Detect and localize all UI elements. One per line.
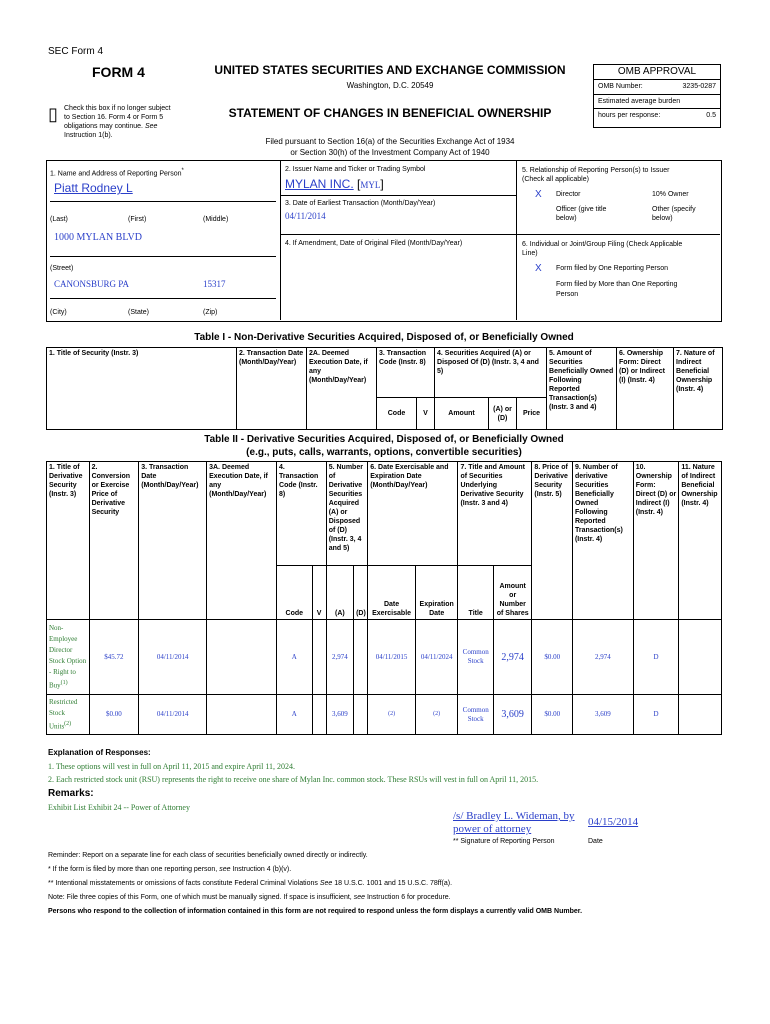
t2-header-price: 8. Price of Derivative Security (Instr. 5): [532, 462, 573, 620]
row1-v: [312, 620, 326, 695]
t1-price: Price: [517, 398, 547, 430]
footer-note-2: ** Intentional misstatements or omissions of facts constitute Federal Criminal Violations See 18 U.S.C. 1001 and 15 U.S.C. 78ff(a).: [48, 880, 453, 887]
omb-hours-value: 0.5: [706, 112, 716, 119]
t1-code: Code: [377, 398, 417, 430]
t2-header-ownership-form: 10. Ownership Form: Direct (D) or Indirect (I) (Instr. 4): [633, 462, 679, 620]
filed-pursuant-2: or Section 30(h) of the Investment Company Act of 1940: [290, 148, 490, 157]
ticker-symbol: MYL: [360, 180, 381, 190]
checkbox-icon[interactable]: ▯: [48, 104, 58, 124]
t2-header-code: 4. Transaction Code (Instr. 8): [277, 462, 327, 566]
row1-form: D: [633, 620, 679, 695]
signature-date: 04/15/2014: [588, 816, 639, 828]
remarks-text: Exhibit List Exhibit 24 -- Power of Attorney: [48, 803, 190, 812]
row2-deriv-price: $0.00: [532, 695, 573, 735]
street-value: 1000 MYLAN BLVD: [54, 232, 142, 243]
ten-percent-owner-label: 10% Owner: [652, 191, 689, 198]
t2-d: (D): [354, 566, 368, 620]
row2-security: Restricted Stock Units$^{(2)}$: [47, 695, 90, 735]
footer-omb-notice: Persons who respond to the collection of information contained in this form are not required to respond unless the form displays a currently valid OMB Number.: [48, 908, 583, 915]
t2-code: Code: [277, 566, 312, 620]
first-label: (First): [128, 216, 147, 223]
t2-a: (A): [326, 566, 353, 620]
t1-header-amount-owned: 5. Amount of Securities Beneficially Owned Following Reported Transaction(s) (Instr. 3 and 4): [547, 348, 617, 430]
t1-header-securities: 4. Securities Acquired (A) or Disposed Of (D) (Instr. 3, 4 and 5): [435, 348, 547, 398]
t2-header-nature: 11. Nature of Indirect Beneficial Ownership (Instr. 4): [679, 462, 722, 620]
row2-title: Common Stock: [458, 695, 493, 735]
city-label: (City): [50, 309, 67, 316]
filed-pursuant-1: Filed pursuant to Section 16(a) of the Securities Exchange Act of 1934: [265, 137, 515, 146]
t2-header-title: 1. Title of Derivative Security (Instr. 3): [47, 462, 90, 620]
t2-header-date: 3. Transaction Date (Month/Day/Year): [139, 462, 207, 620]
row1-security: Non-Employee Director Stock Option - Right to Buy$^{(1)}$: [47, 620, 90, 695]
signature-label: ** Signature of Reporting Person: [453, 838, 555, 845]
box2-label: 2. Issuer Name and Ticker or Trading Symbol: [285, 166, 426, 173]
checkbox-instructions: Check this box if no longer subject to Section 16. Form 4 or Form 5 obligations may continue. See Instruction 1(b).: [64, 105, 171, 139]
director-label: Director: [556, 191, 581, 198]
row1-nature: [679, 620, 722, 695]
row1-code: A: [277, 620, 312, 695]
omb-burden-label: Estimated average burden: [594, 95, 720, 109]
row1-exercisable: 04/11/2015: [368, 620, 416, 695]
box4-label: 4. If Amendment, Date of Original Filed (Month/Day/Year): [285, 240, 463, 247]
row1-deemed: [207, 620, 277, 695]
agency-address: Washington, D.C. 20549: [346, 81, 434, 90]
derivative-table: [46, 461, 722, 735]
zip-value: 15317: [203, 279, 226, 289]
omb-title: OMB APPROVAL: [594, 65, 720, 80]
one-person-checkmark[interactable]: X: [535, 263, 542, 274]
t2-header-underlying: 7. Title and Amount of Securities Underlying Derivative Security (Instr. 3 and 4): [458, 462, 532, 566]
row2-code: A: [277, 695, 312, 735]
t2-header-conversion: 2. Conversion or Exercise Price of Derivative Security: [89, 462, 139, 620]
row2-price: $0.00: [89, 695, 139, 735]
row2-nature: [679, 695, 722, 735]
other-label: Other (specify below): [652, 206, 696, 222]
reporting-person-name[interactable]: Piatt Rodney L: [54, 181, 133, 195]
explanation-note-1: 1. These options will vest in full on April 11, 2015 and expire April 11, 2024.: [48, 762, 296, 771]
omb-hours-label: hours per response:: [598, 112, 661, 119]
row2-shares: 3,609: [493, 695, 532, 735]
t2-v: V: [312, 566, 326, 620]
city-value: CANONSBURG PA: [54, 279, 129, 289]
footer-note-3: Note: File three copies of this Form, one of which must be manually signed. If space is insufficient, see Instruction 6 for procedure.: [48, 894, 451, 901]
remarks-title: Remarks:: [48, 788, 94, 799]
row1-price: $45.72: [89, 620, 139, 695]
box5-label: 5. Relationship of Reporting Person(s) to Issuer (Check all applicable): [522, 167, 670, 183]
row2-exercisable: (2): [368, 695, 416, 735]
row1-title: Common Stock: [458, 620, 493, 695]
t2-underlying-title: Title: [458, 566, 493, 620]
t1-a-or-d: (A) or (D): [489, 398, 517, 430]
row2-a: 3,609: [326, 695, 353, 735]
footer-note-1: * If the form is filed by more than one reporting person, see Instruction 4 (b)(v).: [48, 866, 292, 873]
issuer-line: MYLAN INC. [MYL]: [285, 177, 384, 191]
t2-header-deemed: 3A. Deemed Execution Date, if any (Month/Day/Year): [207, 462, 277, 620]
t2-expiration: Expiration Date: [415, 566, 458, 620]
explanation-title: Explanation of Responses:: [48, 748, 151, 757]
row2-owned: 3,609: [572, 695, 633, 735]
row1-d: [354, 620, 368, 695]
statement-title: STATEMENT OF CHANGES IN BENEFICIAL OWNERSHIP: [228, 106, 552, 120]
t2-header-number: 5. Number of Derivative Securities Acquired (A) or Disposed of (D) (Instr. 3, 4 and 5): [326, 462, 368, 566]
row1-deriv-price: $0.00: [532, 620, 573, 695]
t2-header-owned: 9. Number of derivative Securities Beneficially Owned Following Reported Transaction(s) (Instr. 4): [572, 462, 633, 620]
box3-label: 3. Date of Earliest Transaction (Month/Day/Year): [285, 200, 436, 207]
row1-owned: 2,974: [572, 620, 633, 695]
officer-label: Officer (give title below): [556, 206, 607, 222]
omb-number-label: OMB Number:: [598, 83, 643, 90]
t2-header-exercisable: 6. Date Exercisable and Expiration Date (Month/Day/Year): [368, 462, 458, 566]
issuer-name[interactable]: MYLAN INC.: [285, 177, 354, 191]
row2-form: D: [633, 695, 679, 735]
row2-v: [312, 695, 326, 735]
row1-a: 2,974: [326, 620, 353, 695]
row1-date: 04/11/2014: [139, 620, 207, 695]
explanation-note-2: 2. Each restricted stock unit (RSU) represents the right to receive one share of Mylan Inc. common stock. These RSUs will vest in full on April 11, 2015.: [48, 775, 539, 784]
more-persons-label: Form filed by More than One Reporting Person: [556, 281, 678, 298]
last-label: (Last): [50, 216, 68, 223]
street-label: (Street): [50, 265, 74, 272]
t1-v: V: [417, 398, 435, 430]
earliest-transaction-date: 04/11/2014: [285, 211, 326, 221]
sec-form-label: SEC Form 4: [48, 46, 104, 57]
box1-label: 1. Name and Address of Reporting Person*: [50, 168, 184, 178]
t1-header-title: 1. Title of Security (Instr. 3): [47, 348, 237, 430]
t2-underlying-shares: Amount or Number of Shares: [493, 566, 532, 620]
row1-expiration: 04/11/2024: [415, 620, 458, 695]
row2-date: 04/11/2014: [139, 695, 207, 735]
agency-title: UNITED STATES SECURITIES AND EXCHANGE COMMISSION: [214, 63, 566, 77]
form-title: FORM 4: [92, 64, 145, 80]
signature-value[interactable]: /s/ Bradley L. Wideman, by power of attorney: [453, 810, 575, 835]
t1-header-date: 2. Transaction Date (Month/Day/Year): [237, 348, 307, 430]
table-row: [47, 695, 722, 735]
middle-label: (Middle): [203, 216, 229, 223]
row2-d: [354, 695, 368, 735]
state-label: (State): [128, 309, 150, 316]
t1-header-code: 3. Transaction Code (Instr. 8): [377, 348, 435, 398]
t1-header-deemed: 2A. Deemed Execution Date, if any (Month/Day/Year): [307, 348, 377, 430]
t2-date-exercisable: Date Exercisable: [368, 566, 416, 620]
t1-header-ownership-form: 6. Ownership Form: Direct (D) or Indirect (I) (Instr. 4): [617, 348, 674, 430]
t1-amount: Amount: [435, 398, 489, 430]
director-checkmark[interactable]: X: [535, 189, 542, 200]
footer-reminder: Reminder: Report on a separate line for each class of securities beneficially owned directly or indirectly.: [48, 852, 368, 859]
table-row: [47, 620, 722, 695]
omb-approval-box: [593, 64, 721, 128]
zip-label: (Zip): [203, 309, 218, 316]
t1-header-nature: 7. Nature of Indirect Beneficial Ownership (Instr. 4): [674, 348, 723, 430]
row1-shares: 2,974: [493, 620, 532, 695]
row2-expiration: (2): [415, 695, 458, 735]
box6-label: 6. Individual or Joint/Group Filing (Check Applicable Line): [522, 241, 683, 257]
non-derivative-table: [46, 347, 723, 430]
table2-title: Table II - Derivative Securities Acquired, Disposed of, or Beneficially Owned (e.g., puts, calls, warrants, options, convertible securities): [204, 434, 564, 458]
one-person-label: Form filed by One Reporting Person: [556, 265, 669, 272]
table1-title: Table I - Non-Derivative Securities Acquired, Disposed of, or Beneficially Owned: [194, 332, 574, 343]
omb-number-value: 3235-0287: [682, 83, 716, 90]
signature-date-label: Date: [588, 838, 603, 845]
row2-deemed: [207, 695, 277, 735]
